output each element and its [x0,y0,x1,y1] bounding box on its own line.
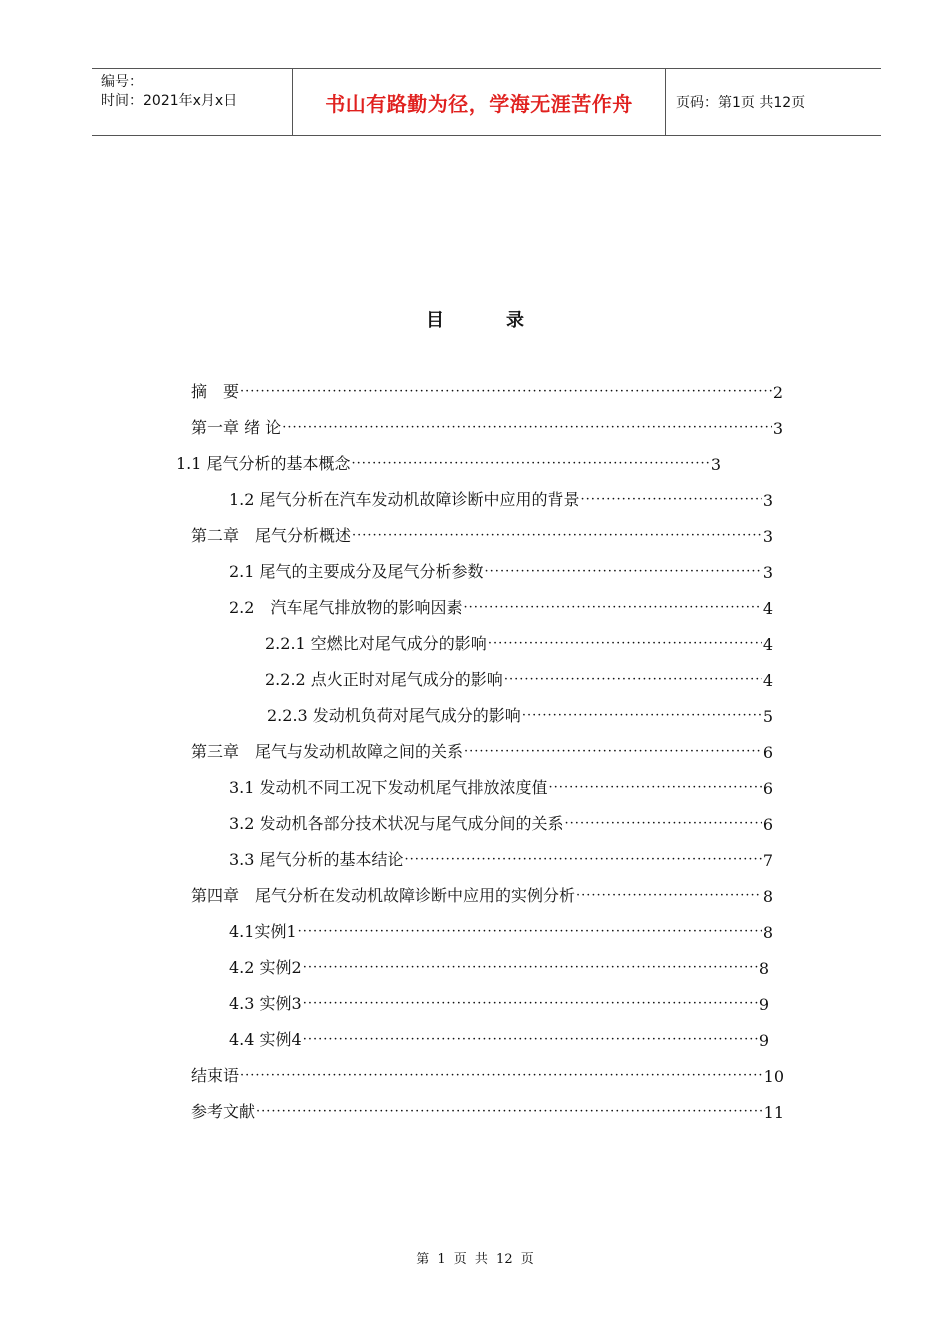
toc-leader-dots [549,778,762,798]
toc-entry[interactable] [265,630,773,654]
toc-entry[interactable] [191,738,773,762]
toc-leader-dots [240,382,772,402]
page-footer: 第 1 页 共 12 页 [416,1252,534,1267]
toc-entry-label: 第三章 尾气与发动机故障之间的关系 [191,742,464,761]
toc-leader-dots [303,1030,758,1050]
toc-leader-dots [522,706,762,726]
toc-entry[interactable] [229,954,769,978]
toc-leader-dots [504,670,762,690]
toc-entry[interactable] [229,558,773,582]
header-motto: 书山有路勤为径，学海无涯苦作舟 [293,69,666,135]
toc-entry-page: 10 [763,1067,784,1086]
toc-entry-page: 6 [762,779,773,798]
toc-entry-page: 8 [762,887,773,906]
toc-entry-label: 2.2 汽车尾气排放物的影响因素 [229,598,463,617]
toc-entry[interactable] [229,1026,769,1050]
toc-leader-dots [303,958,758,978]
document-number-label: 编号： [101,74,143,90]
toc-leader-dots [581,490,762,510]
toc-entry-page: 4 [762,635,773,654]
toc-entry-label: 参考文献 [191,1102,256,1121]
toc-entry[interactable] [191,522,773,546]
toc-entry-page: 3 [710,455,721,474]
toc-entry-label: 1.1 尾气分析的基本概念 [176,454,351,473]
toc-entry-page: 3 [772,419,783,438]
toc-entry-page: 3 [762,527,773,546]
toc-entry[interactable] [176,450,721,474]
toc-entry[interactable] [191,882,773,906]
toc-entry-label: 第四章 尾气分析在发动机故障诊断中应用的实例分析 [191,886,576,905]
toc-entry-label: 第二章 尾气分析概述 [191,526,352,545]
toc-entry-page: 2 [772,383,783,402]
toc-leader-dots [352,454,710,474]
document-time-label: 时间：2021年x月x日 [101,93,238,109]
toc-entry-label: 4.1实例1 [229,922,297,941]
toc-leader-dots [485,562,762,582]
header-page-info: 页码：第1页 共12页 [676,95,806,111]
toc-leader-dots [303,994,758,1014]
toc-leader-dots [488,634,762,654]
toc-title: 目录 [426,310,586,331]
toc-entry-page: 4 [762,599,773,618]
toc-entry-label: 2.2.1 空燃比对尾气成分的影响 [265,634,487,653]
toc-entry-page: 3 [762,491,773,510]
toc-entry-page: 5 [762,707,773,726]
toc-leader-dots [464,742,762,762]
toc-entry[interactable] [229,990,769,1014]
toc-leader-dots [282,418,772,438]
toc-leader-dots [565,814,762,834]
toc-entry[interactable] [229,810,773,834]
toc-entry-label: 4.2 实例2 [229,958,302,977]
toc-entry-label: 结束语 [191,1066,240,1085]
toc-entry-label: 摘 要 [191,382,240,401]
toc-entry[interactable] [191,378,783,402]
toc-leader-dots [256,1102,763,1122]
toc-entry-label: 3.2 发动机各部分技术状况与尾气成分间的关系 [229,814,564,833]
toc-entry[interactable] [229,918,773,942]
toc-entry-page: 8 [758,959,769,978]
toc-entry-page: 6 [762,815,773,834]
toc-entry[interactable] [191,414,783,438]
toc-entry-page: 3 [762,563,773,582]
toc-entry[interactable] [265,666,773,690]
toc-entry[interactable] [229,774,773,798]
toc-entry[interactable] [191,1098,784,1122]
toc-entry-label: 4.4 实例4 [229,1030,302,1049]
toc-entry-page: 4 [762,671,773,690]
toc-entry-label: 2.2.2 点火正时对尾气成分的影响 [265,670,503,689]
toc-entry-page: 9 [758,995,769,1014]
toc-leader-dots [240,1066,763,1086]
toc-entry-page: 8 [762,923,773,942]
toc-entry-label: 4.3 实例3 [229,994,302,1013]
toc-entry[interactable] [229,846,773,870]
toc-entry-label: 3.3 尾气分析的基本结论 [229,850,404,869]
toc-leader-dots [576,886,762,906]
toc-entry-page: 6 [762,743,773,762]
toc-entry-page: 7 [762,851,773,870]
toc-entry-label: 1.2 尾气分析在汽车发动机故障诊断中应用的背景 [229,490,580,509]
toc-entry-label: 3.1 发动机不同工况下发动机尾气排放浓度值 [229,778,548,797]
header-meta-cell [92,69,293,135]
toc-entry[interactable] [191,1062,784,1086]
toc-entry-label: 第一章 绪 论 [191,418,282,437]
toc-leader-dots [405,850,762,870]
header-table [92,68,881,136]
toc-entry-page: 11 [763,1103,784,1122]
toc-entry[interactable] [267,702,773,726]
toc-entry-label: 2.2.3 发动机负荷对尾气成分的影响 [267,706,521,725]
toc-entry-page: 9 [758,1031,769,1050]
toc-leader-dots [352,526,762,546]
toc-entry[interactable] [229,486,773,510]
toc-leader-dots [463,598,761,618]
toc-leader-dots [298,922,762,942]
toc-entry-label: 2.1 尾气的主要成分及尾气分析参数 [229,562,484,581]
toc-entry[interactable] [229,594,773,618]
